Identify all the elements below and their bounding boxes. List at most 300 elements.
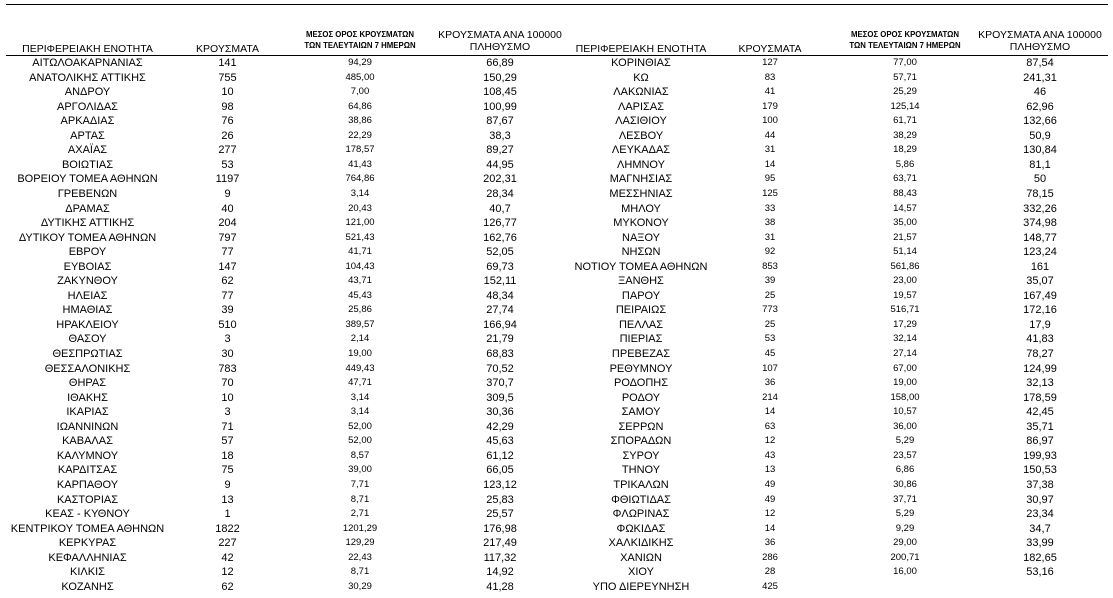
left-cell-cases: 77 [221,289,234,302]
right-cell-avg7: 88,43 [893,187,917,199]
left-cell-cases: 1197 [215,173,240,186]
right-cell-cases: 12 [764,435,776,447]
right-cell-per100k: 62,96 [1026,100,1054,113]
right-cell-per100k: 32,13 [1026,377,1054,390]
left-cell-avg7: 30,29 [348,580,372,592]
left-cell-cases: 70 [221,377,234,390]
left-cell-avg7: 7,00 [350,86,370,98]
right-cell-per100k: 123,24 [1023,246,1057,259]
left-cell-avg7: 178,57 [345,144,375,156]
right-cell-cases: 41 [764,86,776,98]
right-cell-cases: 49 [764,478,776,490]
left-cell-per100k: 38,3 [489,129,511,142]
right-cell-region: ΡΟΔΟΠΗΣ [613,377,669,390]
left-cell-avg7: 25,86 [348,304,372,316]
left-cell-region: ΗΡΑΚΛΕΙΟΥ [56,318,119,331]
left-cell-region: ΑΧΑΪΑΣ [67,144,108,157]
header-avg7-line1-left: ΜΕΣΟΣ ΟΡΟΣ ΚΡΟΥΣΜΑΤΩΝ [306,30,414,39]
left-cell-region: ΚΕΦΑΛΛΗΝΙΑΣ [48,551,127,564]
right-cell-avg7: 19,00 [893,377,917,389]
left-cell-per100k: 217,49 [483,537,517,550]
right-cell-cases: 14 [764,406,776,418]
left-cell-region: ΚΕΝΤΡΙΚΟΥ ΤΟΜΕΑ ΑΘΗΝΩΝ [10,522,165,535]
left-cell-per100k: 61,12 [486,449,514,462]
right-cell-cases: 31 [764,144,776,156]
right-cell-region: ΝΑΞΟΥ [622,231,660,244]
left-cell-cases: 227 [218,537,237,550]
left-cell-cases: 9 [224,187,231,200]
right-cell-region: ΛΗΜΝΟΥ [617,158,665,171]
left-cell-per100k: 150,29 [483,71,517,84]
left-cell-cases: 9 [224,478,231,491]
left-cell-per100k: 27,74 [486,304,514,317]
right-cell-avg7: 21,57 [893,231,917,243]
right-cell-region: ΠΕΛΛΑΣ [618,318,664,331]
right-cell-cases: 36 [764,377,776,389]
left-cell-region: ΙΚΑΡΙΑΣ [66,406,109,419]
left-cell-avg7: 39,00 [348,464,372,476]
header-region-right: ΠΕΡΙΦΕΡΕΙΑΚΗ ΕΝΟΤΗΤΑ [575,43,707,55]
left-cell-avg7: 20,43 [348,202,372,214]
left-cell-per100k: 108,45 [483,86,517,99]
right-cell-avg7: 158,00 [890,391,920,403]
right-cell-per100k: 374,98 [1023,217,1057,230]
right-cell-per100k: 130,84 [1023,144,1057,157]
left-cell-cases: 510 [218,318,237,331]
right-cell-per100k: 86,97 [1026,435,1054,448]
right-cell-region: ΜΑΓΝΗΣΙΑΣ [609,173,673,186]
right-cell-region: ΤΗΝΟΥ [621,464,661,477]
left-cell-per100k: 21,79 [486,333,514,346]
left-cell-region: ΗΛΕΙΑΣ [67,289,108,302]
right-cell-cases: 107 [762,362,778,374]
right-cell-cases: 49 [764,493,776,505]
right-cell-avg7: 5,86 [895,158,915,170]
left-cell-region: ΔΥΤΙΚΗΣ ΑΤΤΙΚΗΣ [40,217,135,230]
left-cell-avg7: 94,29 [348,57,372,68]
right-cell-region: ΦΩΚΙΔΑΣ [616,522,666,535]
right-cell-region: ΠΑΡΟΥ [621,289,661,302]
left-cell-cases: 77 [221,246,234,259]
right-cell-cases: 425 [762,580,778,592]
left-cell-per100k: 66,05 [486,464,514,477]
right-cell-per100k: 332,26 [1023,202,1057,215]
right-cell-region: ΡΟΔΟΥ [621,391,661,404]
right-cell-cases: 773 [762,304,778,316]
right-cell-region: ΠΡΕΒΕΖΑΣ [611,348,671,360]
right-cell-cases: 44 [764,129,776,141]
right-cell-avg7: 67,00 [893,362,917,374]
right-cell-per100k: 241,31 [1023,71,1057,84]
left-cell-region: ΙΩΑΝΝΙΝΩΝ [56,420,119,433]
left-cell-cases: 26 [221,129,234,142]
left-cell-region: ΑΡΓΟΛΙΔΑΣ [57,100,118,113]
left-cell-avg7: 64,86 [348,100,372,112]
right-cell-cases: 28 [764,566,776,578]
left-cell-per100k: 41,28 [486,580,514,593]
right-cell-avg7: 37,71 [893,493,917,505]
left-cell-per100k: 166,94 [483,318,517,331]
left-cell-cases: 1 [224,508,231,521]
left-cell-per100k: 30,36 [486,406,514,419]
right-cell-cases: 127 [762,57,778,68]
right-cell-cases: 179 [762,100,778,112]
left-cell-cases: 10 [221,86,234,99]
top-border [6,4,1108,5]
left-cell-region: ΚΕΑΣ - ΚΥΘΝΟΥ [45,508,130,521]
right-cell-per100k: 34,7 [1029,522,1051,535]
left-cell-region: ΚΕΡΚΥΡΑΣ [58,537,117,550]
left-cell-region: ΑΝΑΤΟΛΙΚΗΣ ΑΤΤΙΚΗΣ [29,71,146,84]
header-per100k-line1-right: ΚΡΟΥΣΜΑΤΑ ΑΝΑ 100000 [978,29,1102,41]
left-cell-region: ΔΥΤΙΚΟΥ ΤΟΜΕΑ ΑΘΗΝΩΝ [18,231,157,244]
right-cell-region: ΦΛΩΡΙΝΑΣ [612,508,670,521]
header-cases-right: ΚΡΟΥΣΜΑΤΑ [738,43,802,55]
right-cell-per100k: 148,77 [1023,231,1057,244]
right-cell-cases: 25 [764,289,776,301]
right-cell-region: ΛΑΚΩΝΙΑΣ [613,86,669,99]
right-cell-per100k: 172,16 [1023,304,1057,317]
left-cell-avg7: 52,00 [348,435,372,447]
right-cell-cases: 92 [764,246,776,258]
left-cell-avg7: 3,14 [350,406,370,418]
left-cell-cases: 1822 [215,522,240,535]
right-cell-per100k: 132,66 [1023,115,1057,128]
right-cell-avg7: 63,71 [893,173,917,185]
left-cell-avg7: 22,29 [348,129,372,141]
left-cell-cases: 141 [218,57,237,69]
right-cell-region: ΠΕΙΡΑΙΩΣ [615,304,667,317]
left-cell-avg7: 389,57 [345,318,375,330]
right-cell-region: ΠΙΕΡΙΑΣ [619,333,663,346]
left-cell-per100k: 69,73 [486,260,514,273]
left-cell-cases: 18 [221,449,234,462]
right-cell-per100k: 167,49 [1023,289,1057,302]
left-cell-per100k: 52,05 [486,246,514,259]
left-cell-avg7: 3,14 [350,391,370,403]
right-cell-avg7: 17,29 [893,318,917,330]
left-cell-per100k: 40,7 [489,202,511,215]
left-cell-region: ΚΑΡΠΑΘΟΥ [56,478,119,491]
left-cell-per100k: 14,92 [486,566,514,579]
right-cell-avg7 [830,580,980,595]
right-cell-region: ΞΑΝΘΗΣ [618,275,664,288]
right-cell-per100k: 30,97 [1026,493,1054,506]
left-cell-avg7: 3,14 [350,187,370,199]
left-cell-avg7: 41,71 [348,246,372,258]
right-cell-avg7: 5,29 [895,508,915,520]
left-cell-region: ΑΙΤΩΛΟΑΚΑΡΝΑΝΙΑΣ [32,57,143,69]
left-cell-avg7: 1201,29 [342,522,378,534]
right-cell-cases: 14 [764,522,776,534]
left-cell-region: ΗΜΑΘΙΑΣ [62,304,113,317]
right-cell-avg7: 10,57 [893,406,917,418]
left-cell-avg7: 8,57 [350,449,370,461]
left-cell-cases: 797 [218,231,237,244]
right-cell-region: ΥΠΟ ΔΙΕΡΕΥΝΗΣΗ [592,580,690,593]
left-cell-avg7: 7,71 [350,478,370,490]
left-cell-per100k: 44,95 [486,158,514,171]
left-cell-avg7: 121,00 [345,217,375,229]
right-cell-region: ΛΑΡΙΣΑΣ [617,100,664,113]
right-cell-region: ΛΕΥΚΑΔΑΣ [611,144,671,157]
left-cell-avg7: 52,00 [348,420,372,432]
left-cell-avg7: 19,00 [348,348,372,359]
left-cell-cases: 62 [221,275,234,288]
right-cell-cases: 14 [764,158,776,170]
right-cell-per100k: 50,9 [1029,129,1051,142]
right-cell-per100k: 35,07 [1026,275,1054,288]
right-cell-per100k: 33,99 [1026,537,1054,550]
right-cell-cases: 853 [762,260,778,272]
left-cell-per100k: 48,34 [486,289,514,302]
right-cell-avg7: 36,00 [893,420,917,432]
right-cell-per100k: 17,9 [1029,318,1051,331]
right-cell-per100k: 50 [1033,173,1047,186]
left-cell-region: ΖΑΚΥΝΘΟΥ [57,275,118,288]
left-cell-region: ΙΘΑΚΗΣ [67,391,108,404]
left-cell-per100k: 309,5 [486,391,514,404]
right-cell-avg7: 6,86 [895,464,915,476]
left-cell-cases: 62 [221,580,234,593]
left-cell-per100k: 66,89 [486,57,514,69]
right-cell-avg7: 516,71 [890,304,920,316]
left-cell-per100k: 25,57 [486,508,514,521]
right-cell-cases: 45 [764,348,776,359]
left-cell-region: ΚΑΛΥΜΝΟΥ [56,449,119,462]
right-cell-region: ΚΟΡΙΝΘΙΑΣ [611,57,671,69]
left-cell-per100k: 45,63 [486,435,514,448]
left-cell-region: ΚΑΡΔΙΤΣΑΣ [57,464,118,477]
left-cell-avg7: 2,14 [350,333,370,345]
left-cell-region: ΒΟΙΩΤΙΑΣ [61,158,114,171]
right-cell-cases: 33 [764,202,776,214]
left-cell-per100k: 100,99 [483,100,517,113]
right-cell-region: ΡΕΘΥΜΝΟΥ [609,362,673,375]
header-per100k-line2-left: ΠΛΗΘΥΣΜΟ [469,41,531,53]
right-cell-per100k: 199,93 [1023,449,1057,462]
right-cell-cases: 36 [764,537,776,549]
left-cell-cases: 783 [218,362,237,375]
left-cell-avg7: 8,71 [350,566,370,578]
left-cell-region: ΘΕΣΠΡΩΤΙΑΣ [52,348,123,360]
left-cell-region: ΚΑΣΤΟΡΙΑΣ [56,493,119,506]
right-cell-region: ΤΡΙΚΑΛΩΝ [613,478,669,491]
right-cell-region: ΜΥΚΟΝΟΥ [613,217,669,230]
right-cell-region: ΚΩ [633,71,649,84]
header-per100k-line2-right: ΠΛΗΘΥΣΜΟ [1009,41,1071,53]
left-cell-cases: 3 [224,333,231,346]
left-cell-per100k: 162,76 [483,231,517,244]
left-cell-per100k: 87,67 [486,115,514,128]
right-cell-per100k: 124,99 [1023,362,1057,375]
right-cell-avg7: 51,14 [893,246,917,258]
left-cell-cases: 53 [221,158,234,171]
right-cell-per100k: 37,38 [1026,478,1054,491]
left-cell-region: ΕΥΒΟΙΑΣ [63,260,112,273]
right-cell-avg7: 200,71 [890,551,920,563]
right-cell-cases: 31 [764,231,776,243]
left-cell-region: ΚΙΛΚΙΣ [70,566,105,579]
right-cell-per100k [970,580,1110,595]
left-cell-region: ΓΡΕΒΕΝΩΝ [57,187,118,200]
left-cell-avg7: 104,43 [345,260,375,272]
left-cell-avg7: 449,43 [345,362,375,374]
right-cell-cases: 53 [764,333,776,345]
left-cell-cases: 42 [221,551,234,564]
left-cell-avg7: 22,43 [348,551,372,563]
right-cell-cases: 286 [762,551,778,563]
left-cell-per100k: 202,31 [483,173,517,186]
right-cell-per100k: 46 [1033,86,1047,99]
left-cell-region: ΚΟΖΑΝΗΣ [61,580,114,593]
left-cell-per100k: 42,29 [486,420,514,433]
left-cell-per100k: 117,32 [483,551,517,564]
left-cell-cases: 57 [221,435,234,448]
right-cell-cases: 100 [762,115,778,127]
right-cell-cases: 43 [764,449,776,461]
left-cell-cases: 98 [221,100,234,113]
left-cell-region: ΔΡΑΜΑΣ [65,202,110,215]
left-cell-region: ΑΝΔΡΟΥ [64,86,111,99]
left-cell-per100k: 89,27 [486,144,514,157]
left-cell-cases: 71 [221,420,234,433]
right-cell-region: ΣΥΡΟΥ [622,449,660,462]
right-cell-per100k: 81,1 [1029,158,1051,171]
left-cell-avg7: 38,86 [348,115,372,127]
right-cell-avg7: 14,57 [893,202,917,214]
left-cell-cases: 147 [218,260,237,273]
header-region-left: ΠΕΡΙΦΕΡΕΙΑΚΗ ΕΝΟΤΗΤΑ [22,43,153,55]
right-cell-region: ΧΙΟΥ [628,566,654,579]
left-cell-cases: 30 [221,348,234,360]
right-cell-per100k: 78,15 [1026,187,1054,200]
right-cell-region: ΝΗΣΩΝ [621,246,661,259]
right-cell-region: ΧΑΝΙΩΝ [620,551,662,564]
right-cell-per100k: 42,45 [1026,406,1054,419]
right-cell-per100k: 53,16 [1026,566,1054,579]
right-cell-avg7: 25,29 [893,86,917,98]
left-cell-avg7: 764,86 [345,173,375,185]
left-cell-cases: 39 [221,304,234,317]
left-cell-cases: 12 [221,566,234,579]
right-cell-per100k: 87,54 [1026,57,1054,69]
left-cell-cases: 75 [221,464,234,477]
left-cell-cases: 277 [218,144,237,157]
left-cell-per100k: 370,7 [486,377,514,390]
right-cell-cases: 95 [764,173,776,185]
right-cell-per100k: 78,27 [1026,348,1054,360]
right-cell-avg7: 29,00 [893,537,917,549]
right-cell-cases: 125 [762,187,778,199]
right-cell-per100k: 150,53 [1023,464,1057,477]
right-cell-region: ΜΕΣΣΗΝΙΑΣ [609,187,673,200]
left-cell-per100k: 70,52 [486,362,514,375]
left-cell-region: ΚΑΒΑΛΑΣ [62,435,113,448]
right-cell-cases: 214 [762,391,778,403]
right-cell-avg7: 57,71 [893,71,917,83]
left-cell-region: ΒΟΡΕΙΟΥ ΤΟΜΕΑ ΑΘΗΝΩΝ [17,173,158,186]
right-cell-cases: 13 [764,464,776,476]
right-cell-region: ΣΑΜΟΥ [621,406,661,419]
right-cell-region: ΝΟΤΙΟΥ ΤΟΜΕΑ ΑΘΗΝΩΝ [574,260,708,273]
right-cell-per100k: 161 [1030,260,1050,273]
left-cell-avg7: 2,71 [350,508,370,520]
header-avg7-line1-right: ΜΕΣΟΣ ΟΡΟΣ ΚΡΟΥΣΜΑΤΩΝ [851,30,959,39]
right-cell-avg7: 77,00 [893,57,917,68]
left-cell-avg7: 521,43 [345,231,375,243]
right-cell-cases: 38 [764,217,776,229]
right-cell-cases: 63 [764,420,776,432]
right-cell-avg7: 30,86 [893,478,917,490]
right-cell-cases: 12 [764,508,776,520]
header-cases-left: ΚΡΟΥΣΜΑΤΑ [196,43,259,55]
left-cell-avg7: 485,00 [345,71,375,83]
right-cell-avg7: 125,14 [890,100,920,112]
left-cell-cases: 10 [221,391,234,404]
right-cell-region: ΧΑΛΚΙΔΙΚΗΣ [608,537,674,550]
right-cell-avg7: 9,29 [895,522,915,534]
right-cell-per100k: 35,71 [1026,420,1054,433]
left-cell-region: ΘΑΣΟΥ [68,333,107,346]
right-cell-avg7: 23,57 [893,449,917,461]
left-cell-cases: 13 [221,493,234,506]
left-cell-cases: 755 [218,71,237,84]
left-cell-avg7: 129,29 [345,537,375,549]
left-cell-region: ΕΒΡΟΥ [68,246,107,259]
right-cell-region: ΣΠΟΡΑΔΩΝ [610,435,672,448]
right-cell-avg7: 5,29 [895,435,915,447]
right-cell-avg7: 23,00 [893,275,917,287]
right-cell-region: ΛΕΣΒΟΥ [618,129,664,142]
right-cell-avg7: 561,86 [890,260,920,272]
right-cell-per100k: 23,34 [1026,508,1054,521]
right-cell-per100k: 41,83 [1026,333,1054,346]
left-cell-per100k: 152,11 [483,275,517,288]
left-cell-avg7: 47,71 [348,377,372,389]
right-cell-region: ΣΕΡΡΩΝ [618,420,664,433]
right-cell-avg7: 35,00 [893,217,917,229]
right-cell-avg7: 61,71 [893,115,917,127]
right-cell-avg7: 38,29 [893,129,917,141]
right-cell-avg7: 19,57 [893,289,917,301]
left-cell-avg7: 45,43 [348,289,372,301]
left-cell-cases: 3 [224,406,231,419]
right-cell-region: ΦΘΙΩΤΙΔΑΣ [611,493,671,506]
left-cell-per100k: 28,34 [486,187,514,200]
right-cell-avg7: 32,14 [893,333,917,345]
right-cell-cases: 83 [764,71,776,83]
left-cell-region: ΘΗΡΑΣ [68,377,107,390]
right-cell-region: ΛΑΣΙΘΙΟΥ [615,115,667,128]
left-cell-avg7: 41,43 [348,158,372,170]
right-cell-cases: 39 [764,275,776,287]
header-avg7-line2-right: ΤΩΝ ΤΕΛΕΥΤΑΙΩΝ 7 ΗΜΕΡΩΝ [849,41,961,50]
left-cell-region: ΘΕΣΣΑΛΟΝΙΚΗΣ [44,362,131,375]
left-cell-cases: 76 [221,115,234,128]
right-cell-region: ΜΗΛΟΥ [621,202,661,215]
left-cell-region: ΑΡΤΑΣ [70,129,105,142]
header-avg7-line2-left: ΤΩΝ ΤΕΛΕΥΤΑΙΩΝ 7 ΗΜΕΡΩΝ [304,41,416,50]
left-cell-region: ΑΡΚΑΔΙΑΣ [60,115,115,128]
left-cell-per100k: 68,83 [486,348,514,360]
right-cell-cases: 25 [764,318,776,330]
right-cell-avg7: 16,00 [893,566,917,578]
left-cell-per100k: 25,83 [486,493,514,506]
right-cell-per100k: 178,59 [1023,391,1057,404]
left-cell-cases: 40 [221,202,234,215]
right-cell-avg7: 27,14 [893,348,917,359]
